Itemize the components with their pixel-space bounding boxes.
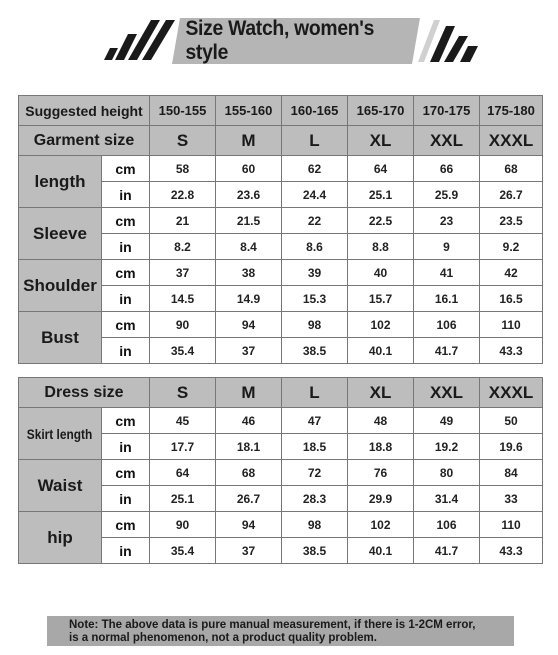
value-cell: 40.1 <box>348 538 414 564</box>
unit-cm: cm <box>102 460 150 486</box>
value-cell: 23.5 <box>480 208 543 234</box>
table-row <box>19 408 543 434</box>
value-cell: 18.5 <box>282 434 348 460</box>
value-cell: 90 <box>150 312 216 338</box>
value-cell: 26.7 <box>480 182 543 208</box>
value-cell: 8.4 <box>216 234 282 260</box>
measure-label-hip: hip <box>19 512 102 564</box>
value-cell: 68 <box>216 460 282 486</box>
value-cell: 58 <box>150 156 216 182</box>
value-cell: 42 <box>480 260 543 286</box>
unit-in: in <box>102 234 150 260</box>
value-cell: 28.3 <box>282 486 348 512</box>
size-header: S <box>150 378 216 408</box>
value-cell: 102 <box>348 512 414 538</box>
size-header: L <box>282 378 348 408</box>
value-cell: 110 <box>480 312 543 338</box>
value-cell: 19.2 <box>414 434 480 460</box>
value-cell: 22.5 <box>348 208 414 234</box>
value-cell: 72 <box>282 460 348 486</box>
value-cell: 33 <box>480 486 543 512</box>
value-cell: 60 <box>216 156 282 182</box>
value-cell: 16.5 <box>480 286 543 312</box>
measure-label-sleeve: Sleeve <box>19 208 102 260</box>
value-cell: 24.4 <box>282 182 348 208</box>
table-row <box>19 156 543 182</box>
value-cell: 18.1 <box>216 434 282 460</box>
garment-size-row <box>19 126 543 156</box>
table-row <box>19 260 543 286</box>
value-cell: 35.4 <box>150 538 216 564</box>
value-cell: 40.1 <box>348 338 414 364</box>
unit-cm: cm <box>102 312 150 338</box>
value-cell: 19.6 <box>480 434 543 460</box>
unit-in: in <box>102 286 150 312</box>
value-cell: 22 <box>282 208 348 234</box>
value-cell: 47 <box>282 408 348 434</box>
height-range: 155-160 <box>216 96 282 126</box>
garment-size-table <box>18 95 543 364</box>
value-cell: 8.2 <box>150 234 216 260</box>
value-cell: 48 <box>348 408 414 434</box>
value-cell: 37 <box>150 260 216 286</box>
unit-in: in <box>102 434 150 460</box>
value-cell: 66 <box>414 156 480 182</box>
value-cell: 31.4 <box>414 486 480 512</box>
height-range: 150-155 <box>150 96 216 126</box>
value-cell: 35.4 <box>150 338 216 364</box>
value-cell: 49 <box>414 408 480 434</box>
measure-label-shoulder: Shoulder <box>19 260 102 312</box>
value-cell: 14.5 <box>150 286 216 312</box>
height-row <box>19 96 543 126</box>
dress-size-label: Dress size <box>19 378 150 408</box>
value-cell: 68 <box>480 156 543 182</box>
value-cell: 15.7 <box>348 286 414 312</box>
value-cell: 40 <box>348 260 414 286</box>
unit-in: in <box>102 182 150 208</box>
value-cell: 29.9 <box>348 486 414 512</box>
size-header: XXL <box>414 126 480 156</box>
value-cell: 9 <box>414 234 480 260</box>
value-cell: 80 <box>414 460 480 486</box>
dress-size-table <box>18 377 543 564</box>
measure-label-skirt-length <box>19 408 102 460</box>
measure-label-bust: Bust <box>19 312 102 364</box>
page-title: Size Watch, women's style <box>185 17 375 64</box>
value-cell: 38.5 <box>282 538 348 564</box>
table-row <box>19 312 543 338</box>
height-range: 175-180 <box>480 96 543 126</box>
measurement-note <box>47 616 514 646</box>
value-cell: 98 <box>282 512 348 538</box>
value-cell: 46 <box>216 408 282 434</box>
value-cell: 50 <box>480 408 543 434</box>
garment-size-label: Garment size <box>19 126 150 156</box>
unit-in: in <box>102 338 150 364</box>
size-header: XL <box>348 378 414 408</box>
value-cell: 37 <box>216 338 282 364</box>
height-range: 160-165 <box>282 96 348 126</box>
note-line-2: is a normal phenomenon, not a product quality problem. <box>69 632 377 644</box>
value-cell: 110 <box>480 512 543 538</box>
size-header: XL <box>348 126 414 156</box>
value-cell: 8.6 <box>282 234 348 260</box>
value-cell: 14.9 <box>216 286 282 312</box>
unit-in: in <box>102 486 150 512</box>
note-line-1: Note: The above data is pure manual measurement, if there is 1-2CM error, <box>69 619 476 631</box>
size-header: XXL <box>414 378 480 408</box>
size-header: M <box>216 126 282 156</box>
unit-cm: cm <box>102 408 150 434</box>
value-cell: 22.8 <box>150 182 216 208</box>
value-cell: 64 <box>150 460 216 486</box>
value-cell: 106 <box>414 512 480 538</box>
value-cell: 21.5 <box>216 208 282 234</box>
unit-cm: cm <box>102 208 150 234</box>
value-cell: 8.8 <box>348 234 414 260</box>
value-cell: 90 <box>150 512 216 538</box>
value-cell: 26.7 <box>216 486 282 512</box>
value-cell: 98 <box>282 312 348 338</box>
dress-size-row <box>19 378 543 408</box>
skirt-length-text: Skirt length <box>27 425 93 442</box>
height-range: 165-170 <box>348 96 414 126</box>
value-cell: 21 <box>150 208 216 234</box>
value-cell: 102 <box>348 312 414 338</box>
size-header: XXXL <box>480 126 543 156</box>
unit-cm: cm <box>102 512 150 538</box>
size-header: XXXL <box>480 378 543 408</box>
value-cell: 64 <box>348 156 414 182</box>
value-cell: 25.9 <box>414 182 480 208</box>
value-cell: 94 <box>216 312 282 338</box>
value-cell: 37 <box>216 538 282 564</box>
value-cell: 41.7 <box>414 338 480 364</box>
size-header: L <box>282 126 348 156</box>
size-header: S <box>150 126 216 156</box>
value-cell: 25.1 <box>348 182 414 208</box>
value-cell: 94 <box>216 512 282 538</box>
value-cell: 106 <box>414 312 480 338</box>
value-cell: 9.2 <box>480 234 543 260</box>
measure-label-waist: Waist <box>19 460 102 512</box>
suggested-height-label: Suggested height <box>19 96 150 126</box>
value-cell: 41 <box>414 260 480 286</box>
table-row <box>19 460 543 486</box>
value-cell: 25.1 <box>150 486 216 512</box>
value-cell: 76 <box>348 460 414 486</box>
value-cell: 18.8 <box>348 434 414 460</box>
size-header: M <box>216 378 282 408</box>
value-cell: 15.3 <box>282 286 348 312</box>
measure-label-length: length <box>19 156 102 208</box>
value-cell: 17.7 <box>150 434 216 460</box>
value-cell: 39 <box>282 260 348 286</box>
unit-in: in <box>102 538 150 564</box>
value-cell: 84 <box>480 460 543 486</box>
value-cell: 23 <box>414 208 480 234</box>
value-cell: 43.3 <box>480 538 543 564</box>
unit-cm: cm <box>102 156 150 182</box>
value-cell: 62 <box>282 156 348 182</box>
height-range: 170-175 <box>414 96 480 126</box>
value-cell: 41.7 <box>414 538 480 564</box>
title-banner <box>0 0 558 80</box>
right-stripe-4 <box>460 46 478 62</box>
value-cell: 43.3 <box>480 338 543 364</box>
value-cell: 38 <box>216 260 282 286</box>
table-row <box>19 208 543 234</box>
value-cell: 38.5 <box>282 338 348 364</box>
value-cell: 23.6 <box>216 182 282 208</box>
value-cell: 45 <box>150 408 216 434</box>
value-cell: 16.1 <box>414 286 480 312</box>
table-row <box>19 512 543 538</box>
unit-cm: cm <box>102 260 150 286</box>
